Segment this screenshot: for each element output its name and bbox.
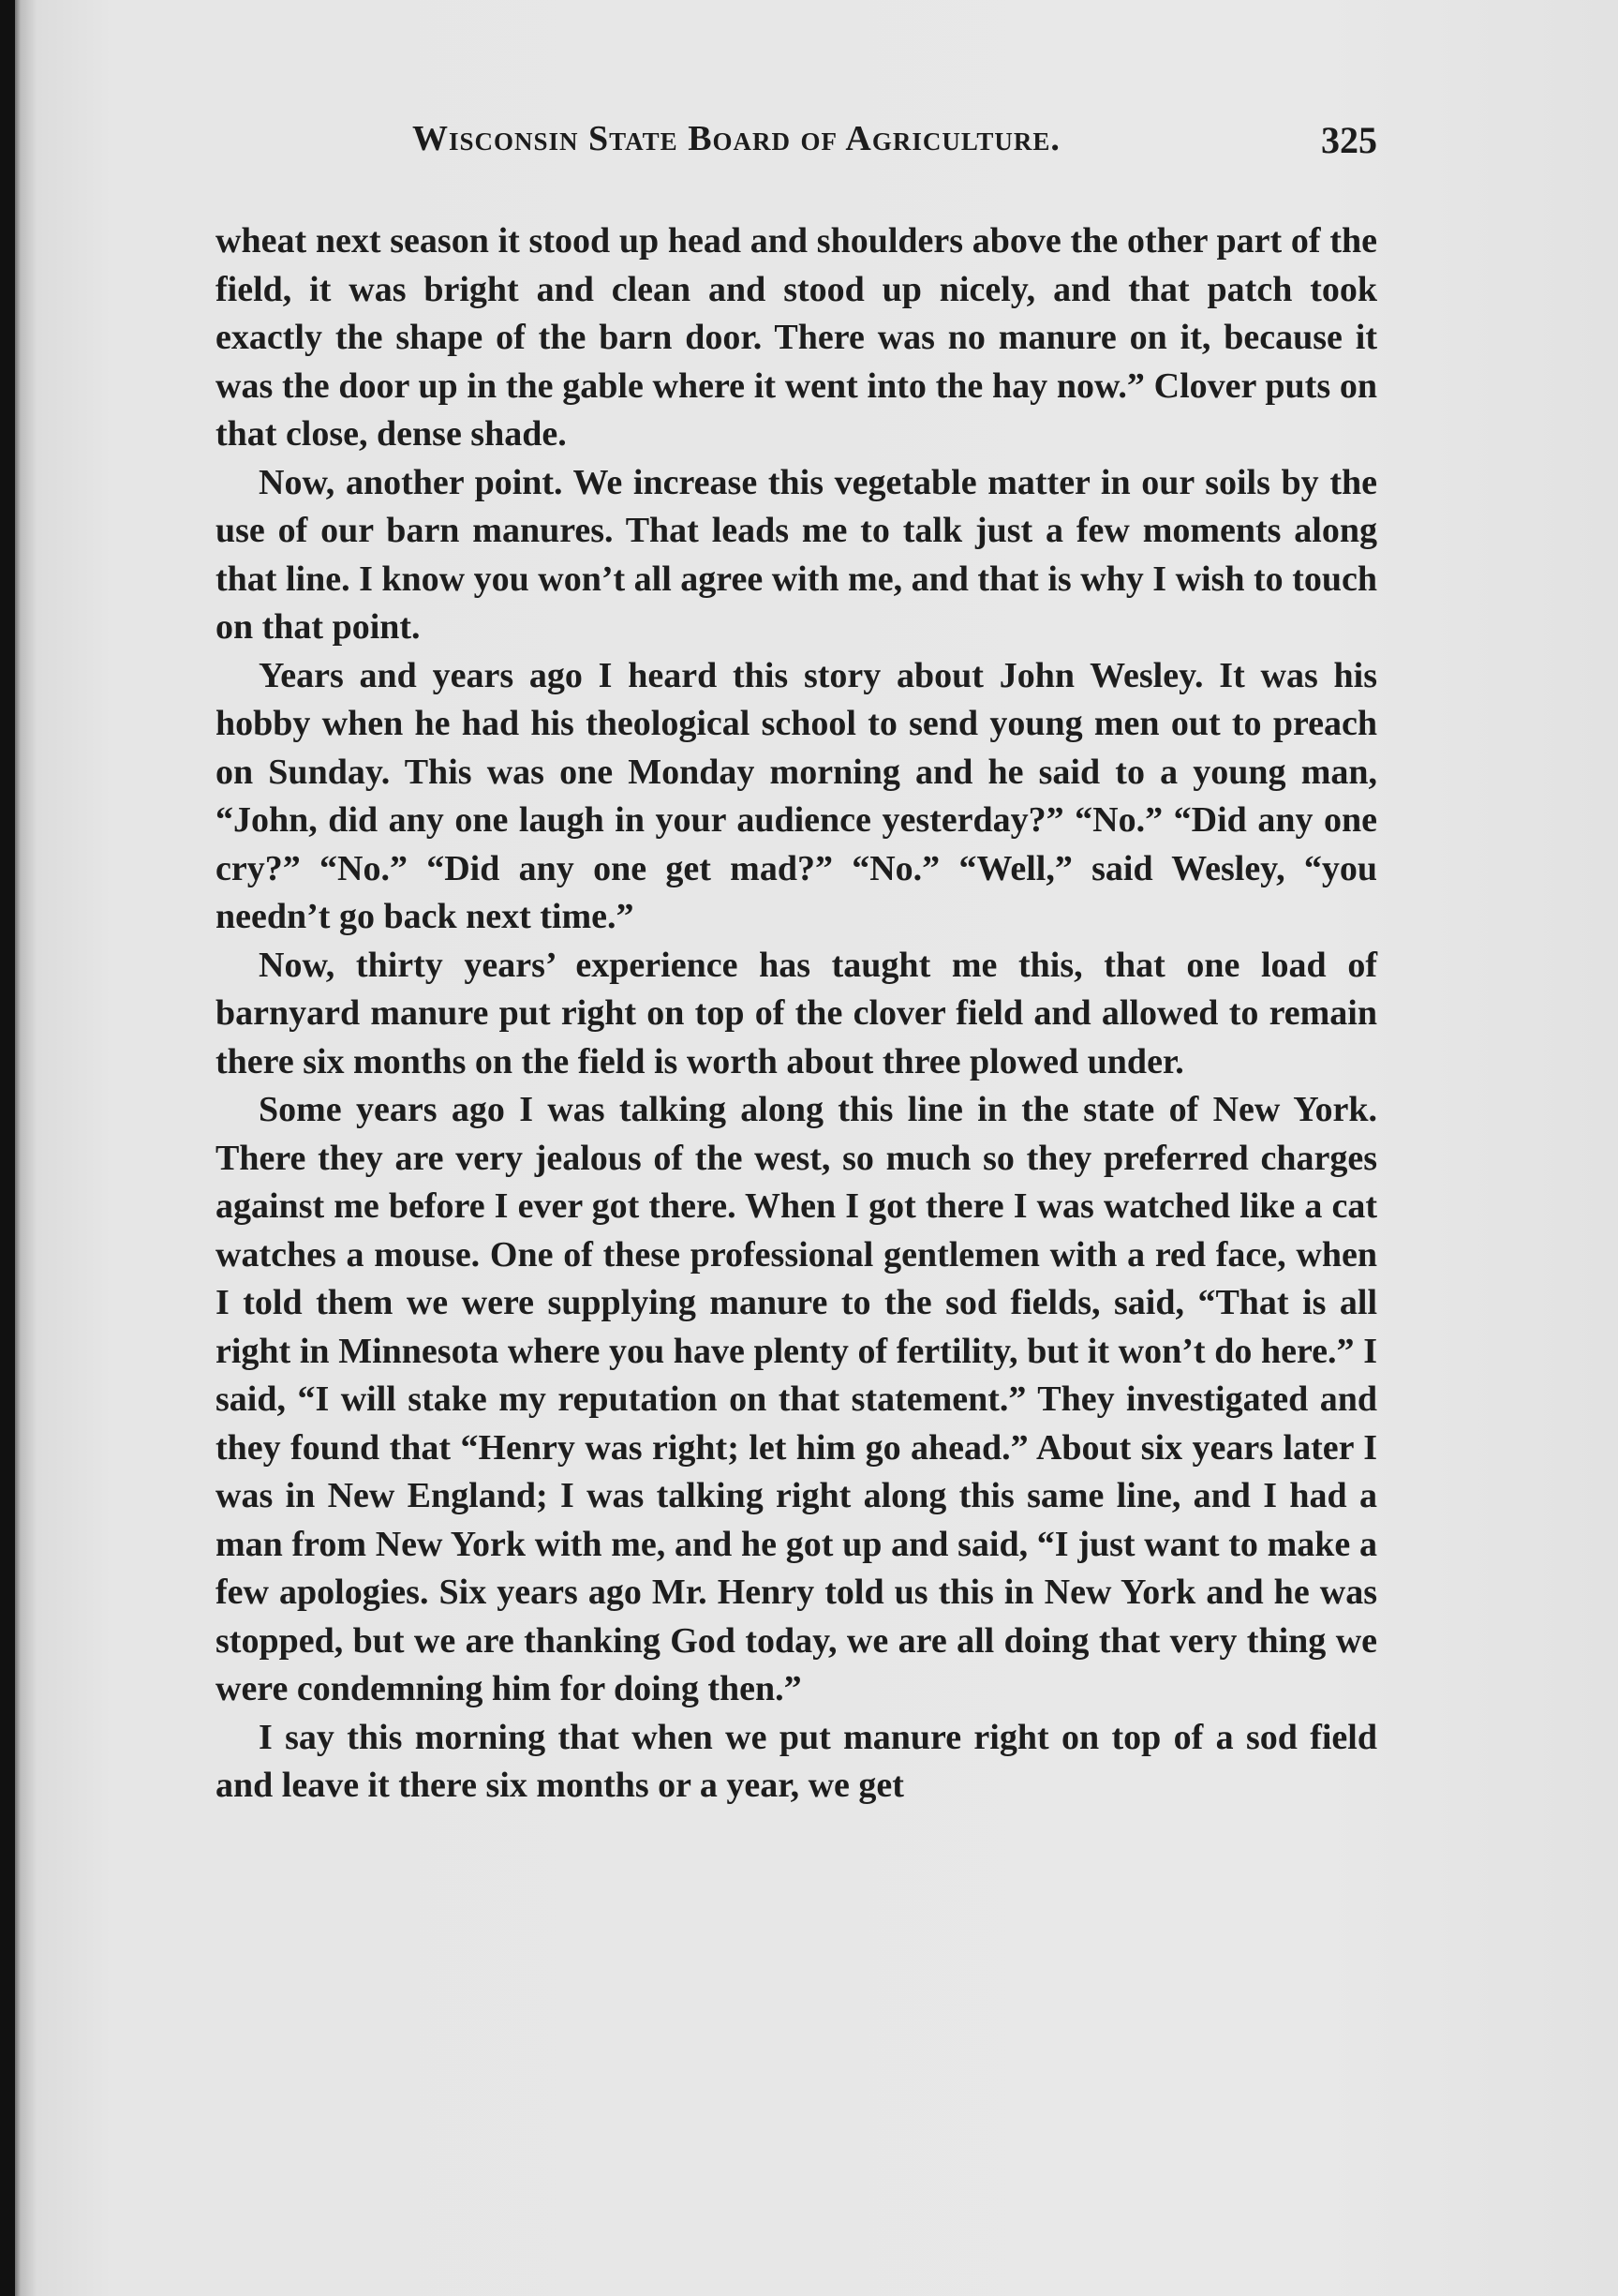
paragraph: wheat next season it stood up head and shoulders above the other part of the field, it was bright and clean and stood up nicely, and that patch took exactly the shape of the barn door. There was no manure on it, because it was the door up in the gable where it went into the hay now.” Clover puts on that close, dense shade.	[215, 221, 1377, 454]
running-title: Wisconsin State Board of Agriculture.	[412, 119, 1061, 158]
paragraph: Years and years ago I heard this story about John Wesley. It was his hobby when he had his theological school to send young men out to preach on Sunday. This was one Monday morning and he said to a young man, “John, did any one laugh in your audience yesterday?” “No.” “Did any one cry?” “No.” “Did any one get mad?” “No.” “Well,” said Wesley, “you needn’t go back next time.”	[215, 655, 1377, 936]
paragraph: Now, another point. We increase this vegetable matter in our soils by the use of our barn manures. That leads me to talk just a few moments along that line. I know you won’t all agree with me, and that is why I wish to touch on that point.	[215, 462, 1377, 647]
paragraph: I say this morning that when we put manure right on top of a sod field and leave it there six months or a year, we get	[215, 1717, 1377, 1805]
paragraph: Some years ago I was talking along this line in the state of New York. There they are very jealous of the west, so much so they preferred charges against me before I ever got there. When I got there I was watched like a cat watches a mouse. One of these professional gentlemen with a red face, when I told them we were supplying manure to the sod fields, said, “That is all right in Minnesota where you have plenty of fertility, but it won’t do here.” I said, “I will stake my reputation on that statement.” They investigated and they found that “Henry was right; let him go ahead.” About six years later I was in New England; I was talking right along this same line, and I had a man from New York with me, and he got up and said, “I just want to make a few apologies. Six years ago Mr. Henry told us this in New York and he was stopped, but we are thanking God today, we are all doing that very thing we were condemning him for doing then.”	[215, 1090, 1377, 1708]
binding-edge	[0, 0, 15, 2296]
paragraph: Now, thirty years’ experience has taught me this, that one load of barnyard manure put right on top of the clover field and allowed to remain there six months on the field is worth about three plowed under.	[215, 945, 1377, 1081]
body-text	[215, 217, 1377, 1811]
running-head	[215, 118, 1377, 174]
page-number: 325	[1321, 119, 1377, 161]
